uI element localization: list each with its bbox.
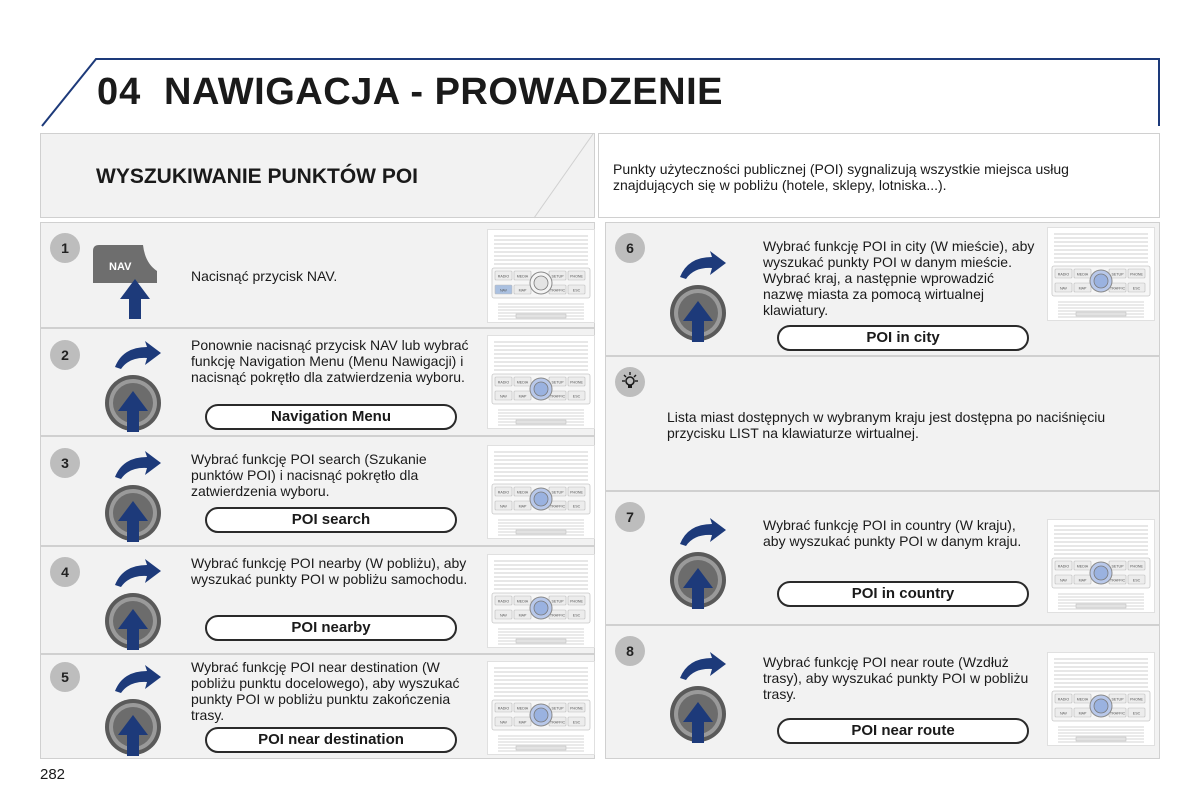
svg-text:ESC: ESC [572,394,581,399]
svg-text:MAP: MAP [518,288,527,293]
knob-turn-press-icon [666,644,730,744]
svg-text:SETUP: SETUP [551,706,564,711]
svg-text:MEDIA: MEDIA [1076,697,1089,702]
svg-text:TRAFFIC: TRAFFIC [1109,711,1126,716]
step-text: Wybrać funkcję POI in country (W kraju), aby wyszukać punkty POI w danym kraju. [763,517,1022,549]
step-text: Ponownie nacisnąć przycisk NAV lub wybrać funkcję Navigation Menu (Menu Nawigacji) i nacisnąć pokrętło dla zatwierdzenia wyboru. [191,337,469,385]
svg-text:PHONE: PHONE [570,599,583,604]
svg-text:MAP: MAP [518,504,527,509]
svg-text:RADIO: RADIO [1057,564,1070,569]
svg-text:SETUP: SETUP [1111,697,1124,702]
option-label: POI near route [777,718,1029,744]
svg-text:TRAFFIC: TRAFFIC [549,394,566,399]
option-label: POI in country [777,581,1029,607]
tip-box [605,356,1160,491]
step-text: Nacisnąć przycisk NAV. [191,268,338,284]
option-label: POI in city [777,325,1029,351]
step-5 [40,654,595,759]
option-label: Navigation Menu [205,404,457,430]
step-number-badge: 2 [50,340,80,370]
step-number-badge: 4 [50,557,80,587]
chapter-header [40,57,1161,128]
svg-text:TRAFFIC: TRAFFIC [549,720,566,725]
tip-text: Lista miast dostępnych w wybranym kraju jest dostępna po naciśnięciu przycisku LIST na klawiaturze wirtualnej. [667,409,1106,441]
svg-text:ESC: ESC [1132,711,1141,716]
intro-description-box [598,133,1160,218]
step-number-badge: 6 [615,233,645,263]
knob-turn-press-icon [101,551,165,651]
svg-text:ESC: ESC [1132,286,1141,291]
svg-text:NAV: NAV [1059,578,1068,583]
svg-text:TRAFFIC: TRAFFIC [549,288,566,293]
svg-text:MEDIA: MEDIA [516,380,529,385]
svg-text:TRAFFIC: TRAFFIC [1109,286,1126,291]
svg-text:MEDIA: MEDIA [516,274,529,279]
svg-text:PHONE: PHONE [570,274,583,279]
svg-text:NAV: NAV [499,613,508,618]
page-number: 282 [40,766,66,783]
svg-text:PHONE: PHONE [1130,272,1143,277]
control-panel-illustration [1047,652,1155,746]
svg-text:MAP: MAP [518,720,527,725]
svg-text:SETUP: SETUP [1111,564,1124,569]
chapter-number: 04 [97,71,142,113]
control-panel-illustration [1047,519,1155,613]
control-panel-illustration [487,335,595,429]
svg-text:NAV: NAV [499,504,508,509]
step-number-badge: 1 [50,233,80,263]
svg-text:NAV: NAV [1059,286,1068,291]
svg-text:MEDIA: MEDIA [516,706,529,711]
option-label: POI search [205,507,457,533]
svg-text:NAV: NAV [499,394,508,399]
lightbulb-icon [615,367,645,397]
knob-turn-press-icon [101,657,165,757]
step-text: Wybrać funkcję POI search (Szukanie punktów POI) i nacisnąć pokrętło dla zatwierdzenia wyboru. [191,451,427,499]
svg-text:MAP: MAP [1078,578,1087,583]
svg-text:RADIO: RADIO [497,490,510,495]
nav-key-label: NAV [109,261,132,273]
control-panel-illustration [487,229,595,323]
svg-text:SETUP: SETUP [551,490,564,495]
option-label: POI near destination [205,727,457,753]
heading-corner-line [534,134,594,219]
option-label: POI nearby [205,615,457,641]
svg-text:ESC: ESC [572,288,581,293]
control-panel-illustration [487,661,595,755]
step-6 [605,222,1160,356]
step-number-badge: 8 [615,636,645,666]
svg-text:NAV: NAV [499,720,508,725]
svg-text:MAP: MAP [518,613,527,618]
step-number-badge: 7 [615,502,645,532]
svg-text:SETUP: SETUP [551,380,564,385]
step-text: Wybrać funkcję POI in city (W mieście), aby wyszukać punkty POI w danym mieście. Wybrać kraj, a następnie wprowadzić nazwę miasta za pomocą wirtualnej klawiatury. [763,238,1035,318]
svg-text:MAP: MAP [1078,711,1087,716]
svg-text:SETUP: SETUP [1111,272,1124,277]
knob-turn-press-icon [666,510,730,610]
svg-text:ESC: ESC [1132,578,1141,583]
control-panel-illustration [487,554,595,648]
svg-text:SETUP: SETUP [551,599,564,604]
svg-text:RADIO: RADIO [497,599,510,604]
control-panel-illustration [487,445,595,539]
svg-text:NAV: NAV [499,288,508,293]
svg-text:PHONE: PHONE [570,706,583,711]
svg-text:NAV: NAV [1059,711,1068,716]
step-7 [605,491,1160,625]
intro-description: Punkty użyteczności publicznej (POI) sygnalizują wszystkie miejsca usług znajdujących się w pobliżu (hotele, sklepy, lotniska...). [613,161,1069,193]
svg-text:RADIO: RADIO [1057,272,1070,277]
step-text: Wybrać funkcję POI nearby (W pobliżu), aby wyszukać punkty POI w pobliżu samochodu. [191,555,468,587]
svg-text:TRAFFIC: TRAFFIC [549,613,566,618]
svg-text:RADIO: RADIO [497,706,510,711]
svg-text:MAP: MAP [1078,286,1087,291]
step-text: Wybrać funkcję POI near destination (W pobliżu punktu docelowego), aby wyszukać punkty POI w pobliżu punktu zakończenia trasy. [191,659,460,723]
knob-turn-press-icon [101,333,165,433]
control-panel-illustration [1047,227,1155,321]
step-3 [40,436,595,546]
svg-text:ESC: ESC [572,504,581,509]
section-heading-box [40,133,595,218]
step-text: Wybrać funkcję POI near route (Wzdłuż trasy), aby wyszukać punkty POI w pobliżu trasy. [763,654,1029,702]
svg-text:ESC: ESC [572,613,581,618]
svg-text:MEDIA: MEDIA [1076,272,1089,277]
svg-text:ESC: ESC [572,720,581,725]
svg-text:PHONE: PHONE [1130,697,1143,702]
svg-text:RADIO: RADIO [1057,697,1070,702]
svg-text:MAP: MAP [518,394,527,399]
nav-key-icon [89,241,161,321]
step-1 [40,222,595,328]
knob-turn-press-icon [101,443,165,543]
svg-text:PHONE: PHONE [1130,564,1143,569]
svg-text:TRAFFIC: TRAFFIC [549,504,566,509]
step-number-badge: 5 [50,662,80,692]
step-2 [40,328,595,436]
step-number-badge: 3 [50,448,80,478]
svg-text:MEDIA: MEDIA [1076,564,1089,569]
svg-text:SETUP: SETUP [551,274,564,279]
svg-text:MEDIA: MEDIA [516,490,529,495]
page-title: NAWIGACJA - PROWADZENIE [164,71,723,113]
step-4 [40,546,595,654]
section-heading: WYSZUKIWANIE PUNKTÓW POI [96,165,418,188]
svg-text:MEDIA: MEDIA [516,599,529,604]
svg-text:PHONE: PHONE [570,380,583,385]
svg-text:RADIO: RADIO [497,274,510,279]
svg-text:PHONE: PHONE [570,490,583,495]
knob-turn-press-icon [666,243,730,343]
svg-text:TRAFFIC: TRAFFIC [1109,578,1126,583]
step-8 [605,625,1160,759]
svg-text:RADIO: RADIO [497,380,510,385]
